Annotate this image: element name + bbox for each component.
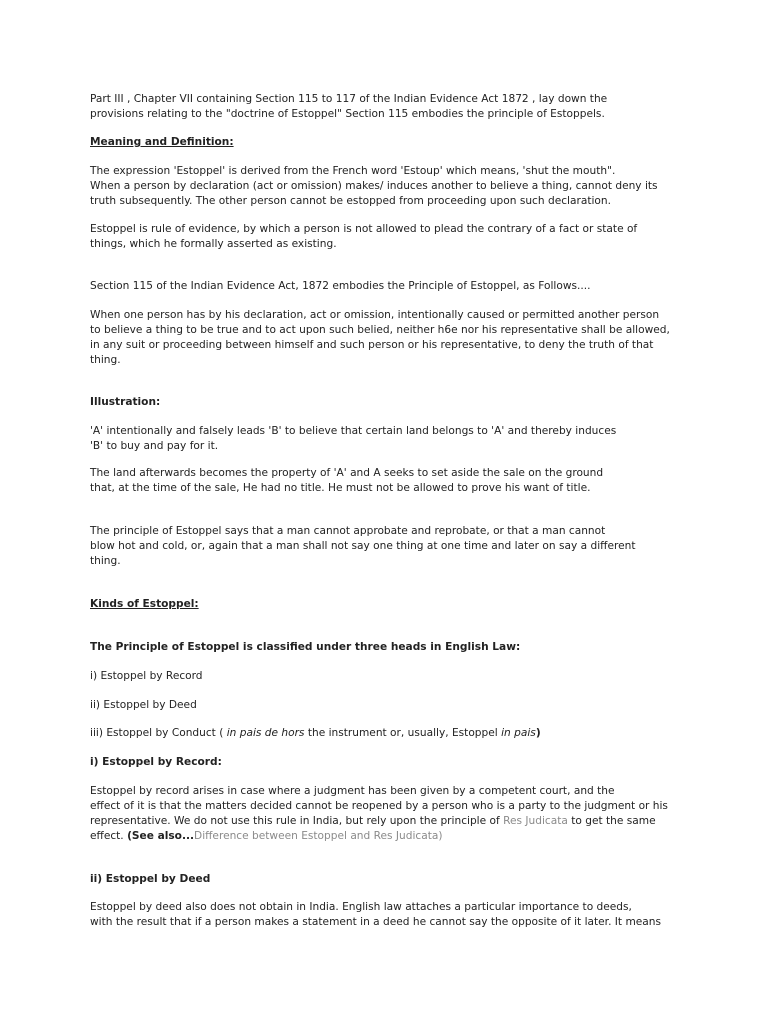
list-item-deed: ii) Estoppel by Deed [90,699,197,711]
illustration-b-paragraph: The land afterwards becomes the property of 'A' and A seeks to set aside the sale on the ground that, at the time of the sale, He had no title. He must not be allowed to prove his want of title. [90,467,604,494]
difference-estoppel-res-judicata-link[interactable]: Difference between Estoppel and Res Judicata) [194,830,443,842]
record-heading: i) Estoppel by Record: [90,756,222,768]
classified-heading: The Principle of Estoppel is classified under three heads in English Law: [90,641,521,653]
deed-heading: ii) Estoppel by Deed [90,873,211,885]
rule-paragraph: Estoppel is rule of evidence, by which a person is not allowed to plead the contrary of a fact or state of things, which he formally asserted as existing. [90,223,638,250]
kinds-heading: Kinds of Estoppel: [90,598,199,610]
section-intro: Section 115 of the Indian Evidence Act, 1872 embodies the Principle of Estoppel, as Follows.... [90,280,591,292]
principle-paragraph: The principle of Estoppel says that a man cannot approbate and reprobate, or that a man cannot blow hot and cold, or, again that a man shall not say one thing at one time and later on say a different thing. [90,525,636,567]
res-judicata-link[interactable]: Res Judicata [503,815,568,827]
record-paragraph: Estoppel by record arises in case where a judgment has been given by a competent court, and the effect of it is that the matters decided cannot be reopened by a person who is a party to the judgment or his representative. We do not use this rule in India, but rely upon the principle of Res Judicata to get the same effect. (See also...Difference between Estoppel and Res Judicata) [90,785,668,842]
deed-paragraph: Estoppel by deed also does not obtain in India. English law attaches a particular importance to deeds, with the result that if a person makes a statement in a deed he cannot say the opposite of it later. It means [90,901,662,928]
illustration-heading: Illustration: [90,396,161,408]
intro-paragraph: Part III , Chapter VII containing Section 115 to 117 of the Indian Evidence Act 1872 , lay down the provisions relating to the "doctrine of Estoppel" Section 115 embodies the principle of Estoppels. [90,93,608,120]
meaning-heading: Meaning and Definition: [90,136,234,148]
meaning-paragraph: The expression 'Estoppel' is derived from the French word 'Estoup' which means, 'shut the mouth". When a person by declaration (act or omission) makes/ induces another to believe a thing, cannot deny its truth subsequently. The other person cannot be estopped from proceeding upon such declaration. [90,165,658,207]
section-text-paragraph: When one person has by his declaration, act or omission, intentionally caused or permitted another person to believe a thing to be true and to act upon such belied, neither h6e nor his representative shall be allowed, in any suit or proceeding between himself and such person or his representative, to deny the truth of that thing. [90,309,670,366]
list-item-conduct: iii) Estoppel by Conduct ( in pais de hors the instrument or, usually, Estoppel in pais) [90,727,541,739]
illustration-a-paragraph: 'A' intentionally and falsely leads 'B' to believe that certain land belongs to 'A' and thereby induces 'B' to buy and pay for it. [90,425,617,452]
list-item-record: i) Estoppel by Record [90,670,203,682]
